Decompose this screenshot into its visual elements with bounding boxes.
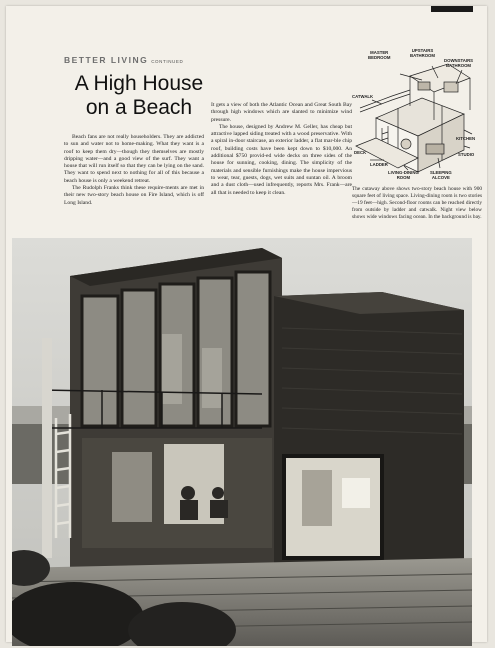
label-deck: DECK (354, 150, 367, 155)
house-photo (12, 238, 472, 646)
section-header (64, 50, 183, 68)
house-photo-image (12, 238, 472, 646)
label-ladder: LADDER (370, 162, 388, 167)
label-downstairs-bathroom: DOWNSTAIRS BATHROOM (444, 58, 474, 68)
article-title (64, 72, 214, 120)
body-column-2 (211, 102, 352, 197)
paragraph: It gets a view of both the Atlantic Ocean and Great South Bay through high windows which are slanted to minimize wind pressure. (211, 102, 352, 123)
title-line-1: A High House (74, 72, 204, 95)
label-kitchen: KITCHEN (456, 136, 476, 141)
label-upstairs-bathroom: UPSTAIRS BATHROOM (410, 48, 435, 58)
section-continued: CONTINUED (151, 59, 184, 64)
label-living-dining-room: LIVING-DINING ROOM (388, 170, 419, 180)
paragraph: Beach fans are not really householders. They are addicted to sun and water not to home-making. What they want is a roof to keep them dry—though they themselves are mostly dripping water—and a good view of the surf. They want a house that will run itself so that they can be lying on the sand. They want to spend next to nothing for all of this because a beach house is only a weekend retreat. (64, 134, 204, 184)
diagram-caption: The cutaway above shows two-story beach house with 900 square feet of living space. Living-dining room is two stories—19 feet—high. Second-floor rooms can be reached directly from outside by ladder and catwalk. Night view below shows wide windows facing ocean. In the background is bay. (352, 186, 482, 220)
title-line-2: on a Beach (85, 96, 193, 119)
cutaway-diagram (352, 48, 482, 182)
section-name: BETTER LIVING (64, 55, 149, 65)
body-column-1 (64, 134, 204, 207)
label-studio: STUDIO (458, 152, 475, 157)
label-master-bedroom: MASTER BEDROOM (368, 50, 391, 60)
magazine-page (6, 6, 487, 642)
label-sleeping-alcove: SLEEPING ALCOVE (430, 170, 452, 180)
paragraph: The Rudolph Franks think these require-ments are met in their new two-story beach house on Fire Island, which is off Long Island. (64, 185, 204, 206)
paragraph: The house, designed by Andrew M. Geller, has cheap but attractive lapped siding treated with a wood preservative. With a spiral in-door staircase, an exterior ladder, a flat mar-ble chip roof, building costs have been kept down to $10,000. An additional $750 provid-ed wide decks on three sides of the house for sunning, cooking, dining. The simplicity of the materials and sensible furnishings make the house impervious to wear, tear, guests, dogs, wet suits and suntan oil. A broom and a dust cloth—used infrequently, reports Mrs. Frank—are all that is needed to keep it clean. (211, 123, 352, 196)
label-catwalk: CATWALK (352, 94, 374, 99)
page-edge-mark (431, 6, 473, 12)
